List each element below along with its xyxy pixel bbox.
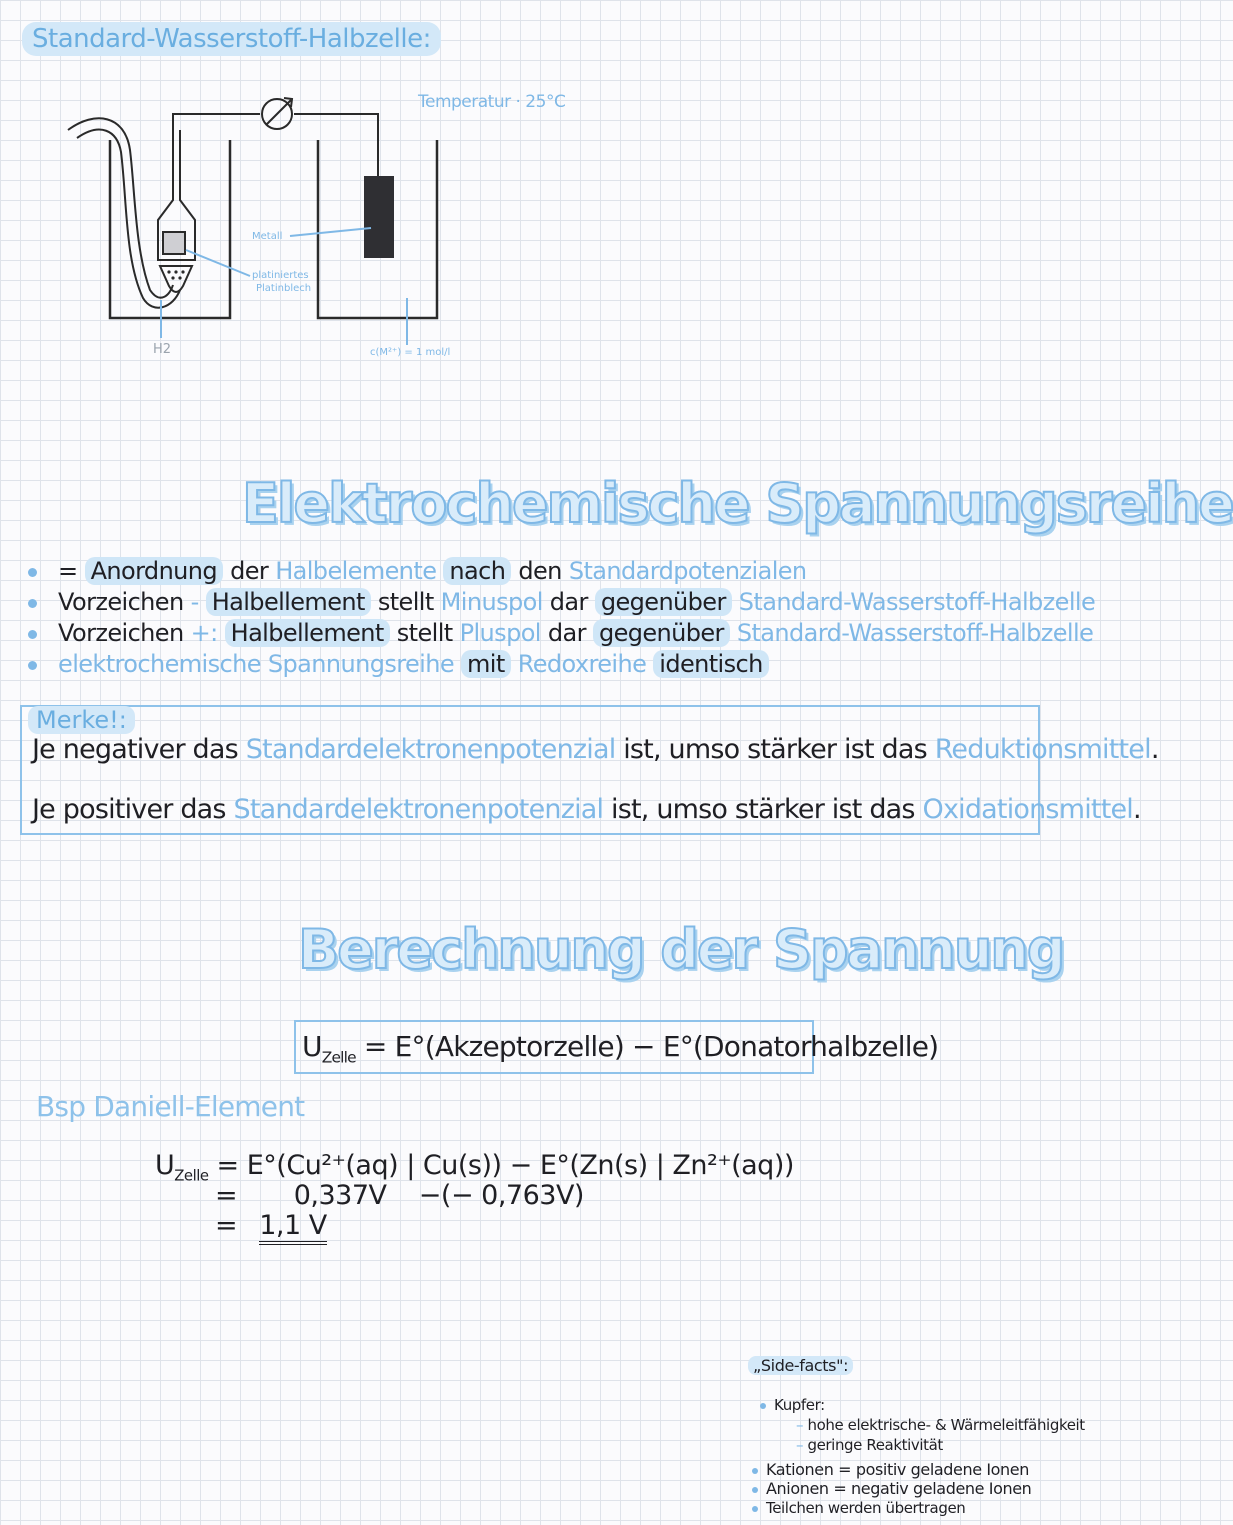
word-standardpotenzialen: Standardpotenzialen xyxy=(568,557,807,585)
word-pluspol: Pluspol xyxy=(459,619,541,647)
formula-rest: = E°(Akzeptorzelle) − E°(Donatorhalbzelle) xyxy=(363,1030,939,1063)
word-nach: nach xyxy=(443,557,511,585)
bullet-dot xyxy=(752,1487,758,1493)
example-title: Bsp Daniell-Element xyxy=(36,1090,305,1123)
calc-equals: = xyxy=(215,1210,238,1241)
side-facts-kupfer-1: – hohe elektrische- & Wärmeleitfähigkeit xyxy=(796,1416,1085,1434)
side-facts-title: „Side-facts": xyxy=(748,1356,853,1375)
platinum-label-line2: Platinblech xyxy=(256,283,312,294)
word-standard-wasserstoff-halbzelle: Standard-Wasserstoff-Halbzelle xyxy=(738,588,1096,616)
side-facts-anionen xyxy=(752,1479,1031,1498)
bullet-list xyxy=(28,556,1095,680)
concentration-label: c(M²⁺) = 1 mol/l xyxy=(370,347,451,358)
word-anordnung: Anordnung xyxy=(85,557,223,585)
h2-label: H2 xyxy=(153,342,172,357)
connecting-wire xyxy=(173,114,378,176)
word-standard-wasserstoff-halbzelle: Standard-Wasserstoff-Halbzelle xyxy=(736,619,1094,647)
heading-electrochemical-series: Elektrochemische Spannungsreihe xyxy=(242,472,1233,535)
merke-l2-term: Standardelektronenpotenzial xyxy=(233,794,604,825)
bullet-dot xyxy=(28,630,37,639)
bullet-dot xyxy=(28,568,37,577)
word-elektrochemische-spannungsreihe: elektrochemische Spannungsreihe xyxy=(58,650,454,678)
calc-subscript: Zelle xyxy=(174,1166,209,1185)
merke-l1-term: Standardelektronenpotenzial xyxy=(245,734,616,765)
side-teilchen: Teilchen werden übertragen xyxy=(766,1499,966,1517)
formula-subscript: Zelle xyxy=(321,1048,356,1067)
bullet-2 xyxy=(28,587,1095,618)
bullet-1 xyxy=(28,556,1095,587)
word-minuspol: Minuspol xyxy=(440,588,543,616)
bullet-dot xyxy=(752,1468,758,1474)
word-identisch: identisch xyxy=(653,650,768,678)
cell-voltage-formula xyxy=(294,1020,939,1074)
side-kupfer-label: Kupfer: xyxy=(774,1396,825,1414)
gas-bubbler xyxy=(160,266,192,292)
bullet-4 xyxy=(28,649,1095,680)
word-dar: dar xyxy=(547,619,586,647)
word-halbellement: Halbellement xyxy=(206,588,371,616)
word-gegenueber: gegenüber xyxy=(593,619,730,647)
word-gegenueber: gegenüber xyxy=(595,588,732,616)
section-title-hydrogen-half-cell: Standard-Wasserstoff-Halbzelle: xyxy=(22,22,441,56)
side-kupfer-property-2: geringe Reaktivität xyxy=(807,1436,943,1454)
merke-l1-reduktionsmittel: Reduktionsmittel xyxy=(934,734,1151,765)
metal-electrode xyxy=(364,176,394,258)
merke-l2-oxidationsmittel: Oxidationsmittel xyxy=(922,794,1133,825)
calc-expression: = E°(Cu²⁺(aq) | Cu(s)) − E°(Zn(s) | Zn²⁺(aq)) xyxy=(216,1150,794,1181)
formula-u: U xyxy=(302,1030,322,1063)
minus-sign: - xyxy=(190,588,199,616)
bullet-dot xyxy=(752,1506,758,1512)
plus-sign: +: xyxy=(190,619,218,647)
side-facts-kupfer-2: – geringe Reaktivität xyxy=(796,1436,943,1454)
word-der: der xyxy=(230,557,269,585)
word-stellt: stellt xyxy=(377,588,434,616)
equals-sign: = xyxy=(58,557,78,585)
merke-label: Merke!: xyxy=(28,706,135,734)
side-facts-kupfer xyxy=(760,1396,825,1414)
word-vorzeichen: Vorzeichen xyxy=(58,588,184,616)
word-stellt: stellt xyxy=(396,619,453,647)
side-anionen: Anionen = negativ geladene Ionen xyxy=(766,1479,1032,1498)
heading-voltage-calculation: Berechnung der Spannung xyxy=(298,918,1064,981)
calc-line-3 xyxy=(215,1210,327,1241)
calc-u: U xyxy=(155,1150,175,1181)
bullet-dot xyxy=(28,599,37,608)
bullet-dot xyxy=(760,1403,766,1409)
calc-line-2: = 0,337V −(− 0,763V) xyxy=(215,1180,584,1211)
merke-l2-text: Je positiver das xyxy=(32,794,226,825)
bullet-3 xyxy=(28,618,1095,649)
merke-line-1: Je negativer das Standardelektronenpotenzial ist, umso stärker ist das Reduktionsmittel. xyxy=(32,734,1159,765)
word-halbellement: Halbellement xyxy=(225,619,390,647)
platinum-sheet xyxy=(163,232,185,254)
merke-l1-text2: ist, umso stärker ist das xyxy=(623,734,927,765)
word-redoxreihe: Redoxreihe xyxy=(517,650,647,678)
side-kationen: Kationen = positiv geladene Ionen xyxy=(766,1460,1029,1479)
merke-l1-text: Je negativer das xyxy=(32,734,238,765)
metal-label: Metall xyxy=(252,231,283,242)
side-kupfer-property-1: hohe elektrische- & Wärmeleitfähigkeit xyxy=(807,1416,1085,1434)
side-facts-teilchen xyxy=(752,1499,965,1517)
word-den: den xyxy=(518,557,562,585)
side-facts-kationen xyxy=(752,1460,1029,1479)
merke-l2-text2: ist, umso stärker ist das xyxy=(611,794,915,825)
half-cell-diagram xyxy=(55,90,575,370)
word-mit: mit xyxy=(461,650,511,678)
merke-line-2: Je positiver das Standardelektronenpotenzial ist, umso stärker ist das Oxidationsmittel. xyxy=(32,794,1141,825)
bullet-dot xyxy=(28,661,37,670)
word-vorzeichen: Vorzeichen xyxy=(58,619,184,647)
calc-result: 1,1 V xyxy=(259,1210,327,1245)
word-dar: dar xyxy=(549,588,588,616)
word-halbelemente: Halbelemente xyxy=(275,557,437,585)
temperature-label: Temperatur · 25°C xyxy=(418,92,566,112)
platinum-label-line1: platiniertes xyxy=(252,270,309,281)
